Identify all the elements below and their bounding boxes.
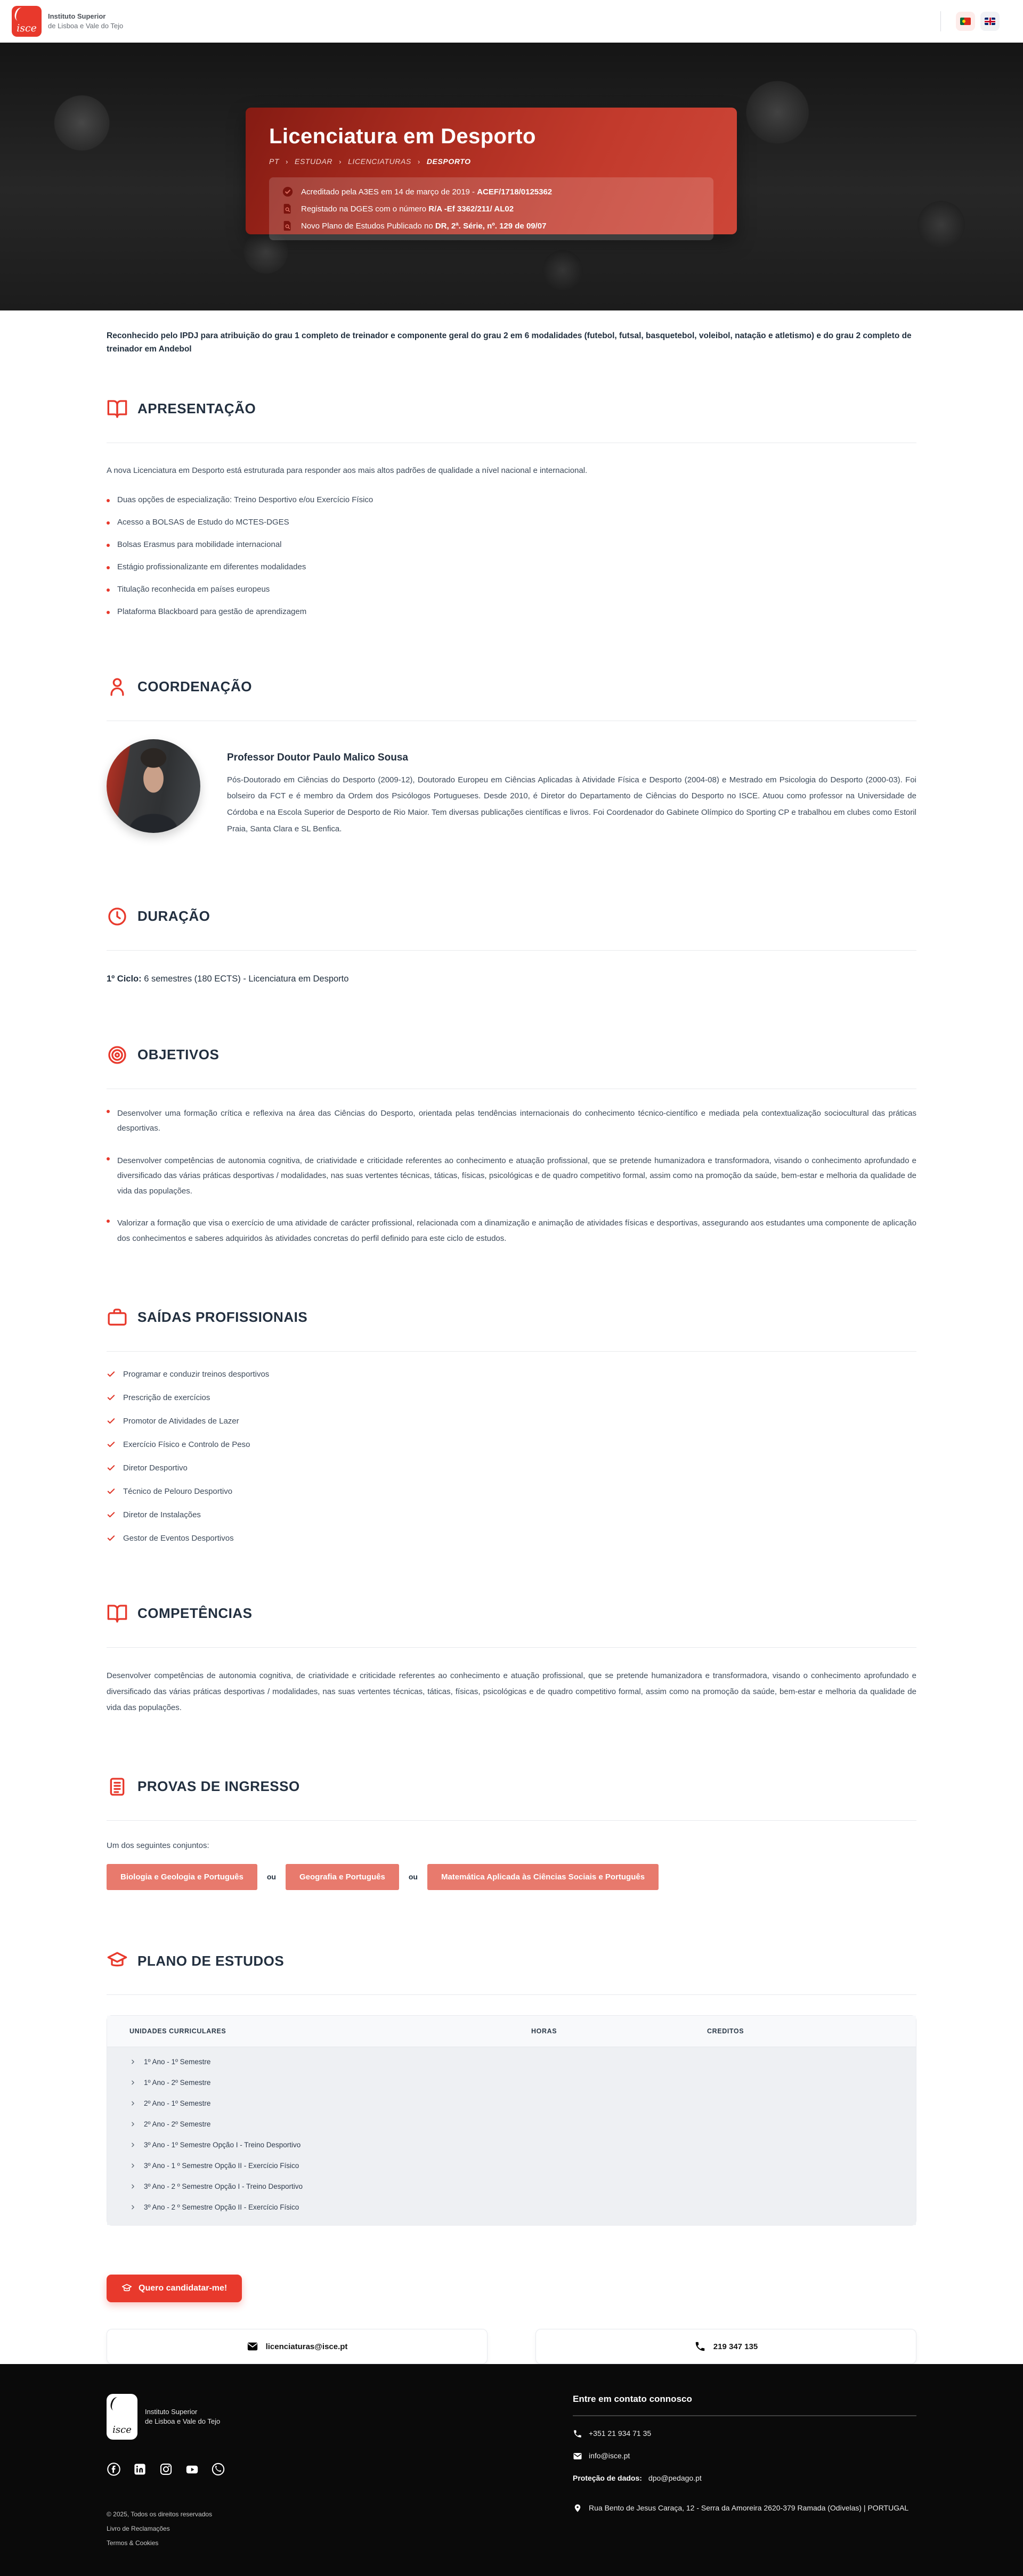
phone-icon	[694, 2341, 706, 2352]
lang-pt-button[interactable]	[956, 12, 975, 31]
envelope-icon	[573, 2451, 582, 2461]
apresentacao-paragraph: A nova Licenciatura em Desporto está estruturada para responder aos mais altos padrões de qualidade a nível nacional e internacional.	[107, 465, 588, 475]
section-title: COORDENAÇÃO	[137, 678, 252, 695]
list-item: Desenvolver competências de autonomia cognitiva, de criatividade e criticidade referentes ao conhecimento e atuação profissional, que se pretende humanizadora e transformadora, visando o conhecimento aprofundado e diversificado das várias práticas desportivas / modalidades, nas suas vertentes técnicas, táticas, físicas, psicológicas e de quadro competitivo formal, assim como na promoção da saúde, bem-estar e melhoria da qualidade de vida das populações.	[107, 1154, 916, 1199]
header-logo[interactable]	[12, 6, 123, 37]
breadcrumb	[269, 157, 713, 166]
contact-cards	[107, 2329, 916, 2364]
book-open-icon	[107, 398, 128, 420]
portugal-flag-icon	[960, 18, 971, 25]
bullet-icon	[107, 566, 110, 569]
coordinator-bio: Pós-Doutorado em Ciências do Desporto (2009-12), Doutorado Europeu em Ciências Aplicadas à Atividade Física e Desporto (2004-08) e Mestrado em Psicologia do Desporto (2000-03). Foi bolseiro da FCT e é membro da Ordem dos Psicólogos Portugueses. Desde 2010, é Diretor do Departamento de Ciências do Desporto no ISCE. Atuou como professor na Universidade de Córdoba e na Escola Superior de Desporto de Rio Maior. Tem diversas publicações científicas e livros. Foi Coordenador do Gabinete Olímpico do Sporting CP e trabalhou em clubes como Estoril Praia, Santa Clara e SL Benfica.	[227, 775, 916, 833]
coordinator-name: Professor Doutor Paulo Malico Sousa	[227, 751, 408, 763]
chevron-separator-icon: ›	[339, 157, 342, 166]
file-search-icon	[282, 203, 294, 215]
check-icon	[107, 1534, 116, 1543]
section-header	[107, 1767, 916, 1806]
divider	[107, 950, 916, 951]
table-row[interactable]: 1º Ano - 1º Semestre	[107, 2051, 916, 2072]
badge-text: Novo Plano de Estudos Publicado no DR, 2ª. Série, nº. 129 de 09/07	[301, 221, 547, 231]
bullet-icon	[107, 521, 110, 525]
dpo-email-link[interactable]: dpo@pedago.pt	[648, 2474, 702, 2483]
table-row[interactable]: 3º Ano - 1 º Semestre Opção II - Exercício Físico	[107, 2155, 916, 2176]
list-item: Plataforma Blackboard para gestão de aprendizagem	[107, 607, 916, 616]
apply-button[interactable]	[107, 2275, 242, 2302]
section-coordenacao	[107, 667, 916, 846]
location-pin-icon	[573, 2504, 582, 2513]
list-item: Gestor de Eventos Desportivos	[107, 1534, 916, 1543]
divider	[940, 11, 941, 31]
footer-email-link[interactable]: info@isce.pt	[573, 2451, 916, 2461]
prova-option-matematica[interactable]: Matemática Aplicada às Ciências Sociais e Português	[427, 1864, 659, 1890]
language-switcher	[940, 11, 1000, 31]
divider	[573, 2415, 916, 2416]
linkedin-icon[interactable]	[133, 2462, 147, 2476]
apply-button-label: Quero candidatar-me!	[139, 2284, 228, 2293]
chevron-separator-icon: ›	[286, 157, 289, 166]
table-row[interactable]: 3º Ano - 1º Semestre Opção I - Treino Desportivo	[107, 2135, 916, 2155]
badge-text: Acreditado pela A3ES em 14 de março de 2019 - ACEF/1718/0125362	[301, 187, 553, 197]
section-title: OBJETIVOS	[137, 1046, 220, 1063]
bullet-icon	[107, 588, 110, 592]
objetivos-list	[107, 1106, 916, 1247]
complaints-book-link[interactable]: Livro de Reclamações	[107, 2525, 170, 2533]
bullet-icon	[107, 1157, 110, 1160]
footer-phone-link[interactable]: +351 21 934 71 35	[573, 2429, 916, 2439]
footer-contact-title: Entre em contato connosco	[573, 2394, 692, 2405]
breadcrumb-home[interactable]: PT	[269, 157, 280, 166]
section-title: PROVAS DE INGRESSO	[137, 1778, 300, 1795]
accreditation-box	[269, 177, 713, 240]
instagram-icon[interactable]	[159, 2462, 173, 2476]
data-protection-row	[573, 2474, 916, 2482]
chevron-separator-icon: ›	[417, 157, 420, 166]
list-item: Programar e conduzir treinos desportivos	[107, 1370, 916, 1379]
section-header	[107, 897, 916, 936]
table-row[interactable]: 2º Ano - 1º Semestre	[107, 2093, 916, 2114]
badge-dges	[282, 203, 701, 215]
section-title: DURAÇÃO	[137, 908, 210, 925]
section-saidas-profissionais	[107, 1297, 916, 1542]
site-footer	[0, 2364, 1023, 2576]
breadcrumb-estudar[interactable]: ESTUDAR	[295, 157, 333, 166]
list-item: Prescrição de exercícios	[107, 1393, 916, 1402]
provas-intro: Um dos seguintes conjuntos:	[107, 1841, 209, 1850]
email-card-text: licenciaturas@isce.pt	[265, 2342, 348, 2351]
list-item: Duas opções de especialização: Treino Desportivo e/ou Exercício Físico	[107, 495, 916, 504]
chevron-right-icon	[129, 2079, 136, 2086]
list-item: Desenvolver uma formação crítica e reflexiva na área das Ciências do Desporto, orientada pelas tendências internacionais do conhecimento técnico-científico e mediada pela contextualização sociocultural das práticas desportivas.	[107, 1106, 916, 1136]
data-protection-label: Proteção de dados:	[573, 2474, 642, 2483]
person-icon	[107, 676, 128, 698]
chevron-right-icon	[129, 2162, 136, 2169]
divider	[107, 1351, 916, 1352]
badge-text: Registado na DGES com o número R/A -Ef 3362/211/ AL02	[301, 204, 514, 214]
copyright-text: © 2025, Todos os direitos reservados	[107, 2510, 213, 2518]
footer-brand-text: Instituto Superior de Lisboa e Vale do Tejo	[145, 2407, 221, 2426]
chevron-right-icon	[129, 2058, 136, 2065]
study-plan-table	[107, 2015, 916, 2226]
breadcrumb-current: DESPORTO	[426, 157, 471, 166]
clock-icon	[107, 906, 128, 927]
section-title: PLANO DE ESTUDOS	[137, 1952, 285, 1969]
graduation-cap-icon	[107, 1950, 128, 1972]
column-header: UNIDADES CURRICULARES	[129, 2027, 226, 2035]
coordinator-photo	[107, 739, 200, 833]
envelope-icon	[247, 2341, 258, 2352]
social-links	[107, 2462, 225, 2476]
check-circle-icon	[282, 186, 294, 198]
chevron-right-icon	[129, 2141, 136, 2148]
duration-text: 1º Ciclo: 6 semestres (180 ECTS) - Licenciatura em Desporto	[107, 974, 349, 984]
check-icon	[107, 1463, 116, 1473]
hero-panel	[246, 108, 737, 234]
list-item: Diretor Desportivo	[107, 1463, 916, 1473]
youtube-icon[interactable]	[185, 2462, 199, 2476]
list-item: Titulação reconhecida em países europeus	[107, 585, 916, 594]
list-item: Diretor de Instalações	[107, 1510, 916, 1519]
section-header	[107, 667, 916, 707]
list-item: Acesso a BOLSAS de Estudo do MCTES-DGES	[107, 518, 916, 527]
check-icon	[107, 1440, 116, 1449]
section-title: COMPETÊNCIAS	[137, 1605, 253, 1622]
list-item: Bolsas Erasmus para mobilidade internacional	[107, 540, 916, 549]
badge-plano-publicado	[282, 220, 701, 232]
list-item: Valorizar a formação que visa o exercício de uma atividade de carácter profissional, relacionada com a dinamização e animação de atividades físicas e desportivas, assegurando aos estudantes uma componente de aplicação dos conhecimentos e saberes adquiridos às atividades concretas do perfil definido para este ciclo de estudos.	[107, 1216, 916, 1246]
isce-logo-icon: isce	[12, 6, 42, 37]
list-item: Estágio profissionalizante em diferentes modalidades	[107, 562, 916, 571]
footer-logo[interactable]	[107, 2394, 225, 2440]
section-apresentacao	[107, 389, 916, 616]
footer-contact	[573, 2394, 916, 2553]
hero-banner	[0, 43, 1023, 310]
ou-separator: ou	[408, 1872, 418, 1882]
list-item: Promotor de Atividades de Lazer	[107, 1417, 916, 1426]
book-open-icon	[107, 1603, 128, 1624]
bullet-icon	[107, 1220, 110, 1223]
site-header	[0, 0, 1023, 43]
coordinator-info	[227, 739, 916, 846]
footer-left	[107, 2394, 225, 2553]
provas-options	[107, 1864, 916, 1890]
intro-paragraph: Reconhecido pelo IPDJ para atribuição do grau 1 completo de treinador e componente geral do grau 2 em 6 modalidades (futebol, futsal, basquetebol, voleibol, natação e atletismo) e do grau 2 completo de treinador em Andebol	[107, 331, 912, 354]
lang-en-button[interactable]	[980, 12, 1000, 31]
check-icon	[107, 1417, 116, 1426]
prova-option-geografia[interactable]: Geografia e Português	[286, 1864, 399, 1890]
section-competencias	[107, 1594, 916, 1716]
column-header: HORAS	[531, 2027, 557, 2035]
section-header	[107, 389, 916, 429]
competencias-paragraph: Desenvolver competências de autonomia cognitiva, de criatividade e criticidade referentes ao conhecimento e atuação profissional, que se pretende humanizadora e transformadora, visando o conhecimento aprofundado e diversificado das várias práticas desportivas / modalidades, nas suas vertentes técnicas, táticas, físicas, psicológicas e de quadro competitivo formal, assim como na promoção da saúde, bem-estar e melhoria da qualidade de vida das populações.	[107, 1671, 916, 1712]
section-objetivos	[107, 1035, 916, 1247]
table-row[interactable]: 3º Ano - 2 º Semestre Opção I - Treino Desportivo	[107, 2176, 916, 2197]
chevron-right-icon	[129, 2100, 136, 2107]
file-search-icon	[282, 220, 294, 232]
table-header	[107, 2016, 916, 2047]
address-row: Rua Bento de Jesus Caraça, 12 - Serra da Amoreira 2620-379 Ramada (Odivelas) | PORTUGAL	[573, 2504, 916, 2513]
check-icon	[107, 1487, 116, 1496]
chevron-right-icon	[129, 2183, 136, 2190]
section-title: APRESENTAÇÃO	[137, 400, 256, 417]
email-card[interactable]	[107, 2329, 488, 2364]
list-item: Técnico de Pelouro Desportivo	[107, 1487, 916, 1496]
phone-card-text: 219 347 135	[713, 2342, 758, 2351]
check-icon	[107, 1393, 116, 1402]
section-header	[107, 1035, 916, 1075]
phone-icon	[573, 2429, 582, 2439]
divider	[107, 1820, 916, 1821]
bullet-icon	[107, 1110, 110, 1113]
list-item: Exercício Físico e Controlo de Peso	[107, 1440, 916, 1449]
facebook-icon[interactable]	[107, 2462, 121, 2476]
chevron-right-icon	[129, 2204, 136, 2211]
bullet-icon	[107, 611, 110, 614]
section-title: SAÍDAS PROFISSIONAIS	[137, 1309, 308, 1326]
table-row[interactable]: 3º Ano - 2 º Semestre Opção II - Exercício Físico	[107, 2197, 916, 2218]
table-body	[107, 2047, 916, 2225]
coordinator-card	[107, 739, 916, 846]
section-provas-ingresso	[107, 1767, 916, 1890]
check-icon	[107, 1370, 116, 1379]
apresentacao-list	[107, 495, 916, 616]
table-row[interactable]: 1º Ano - 2º Semestre	[107, 2072, 916, 2093]
divider	[107, 1647, 916, 1648]
prova-option-biologia[interactable]: Biologia e Geologia e Português	[107, 1864, 257, 1890]
terms-cookies-link[interactable]: Termos & Cookies	[107, 2539, 159, 2547]
check-icon	[107, 1510, 116, 1519]
section-header	[107, 1594, 916, 1633]
clipboard-icon	[107, 1776, 128, 1797]
breadcrumb-licenciaturas[interactable]: LICENCIATURAS	[348, 157, 411, 166]
section-plano-estudos	[107, 1941, 916, 2226]
uk-flag-icon	[985, 18, 995, 25]
briefcase-icon	[107, 1307, 128, 1328]
main-content	[107, 310, 916, 2364]
graduation-cap-icon	[121, 2283, 132, 2294]
divider	[107, 1994, 916, 1995]
isce-logo-icon: isce	[107, 2394, 137, 2440]
page-title: Licenciatura em Desporto	[269, 125, 536, 148]
table-row[interactable]: 2º Ano - 2º Semestre	[107, 2114, 916, 2135]
chevron-right-icon	[129, 2121, 136, 2128]
footer-legal	[107, 2509, 225, 2548]
ou-separator: ou	[266, 1872, 276, 1882]
saidas-list	[107, 1370, 916, 1543]
brand-text: Instituto Superior de Lisboa e Vale do Tejo	[48, 12, 124, 30]
phone-card[interactable]	[535, 2329, 916, 2364]
section-header	[107, 1297, 916, 1337]
section-duracao	[107, 897, 916, 984]
bullet-icon	[107, 544, 110, 547]
badge-accreditation	[282, 186, 701, 198]
column-header: CREDITOS	[707, 2027, 744, 2035]
section-header	[107, 1941, 916, 1981]
target-icon	[107, 1044, 128, 1066]
bullet-icon	[107, 499, 110, 502]
whatsapp-icon[interactable]	[211, 2462, 225, 2476]
